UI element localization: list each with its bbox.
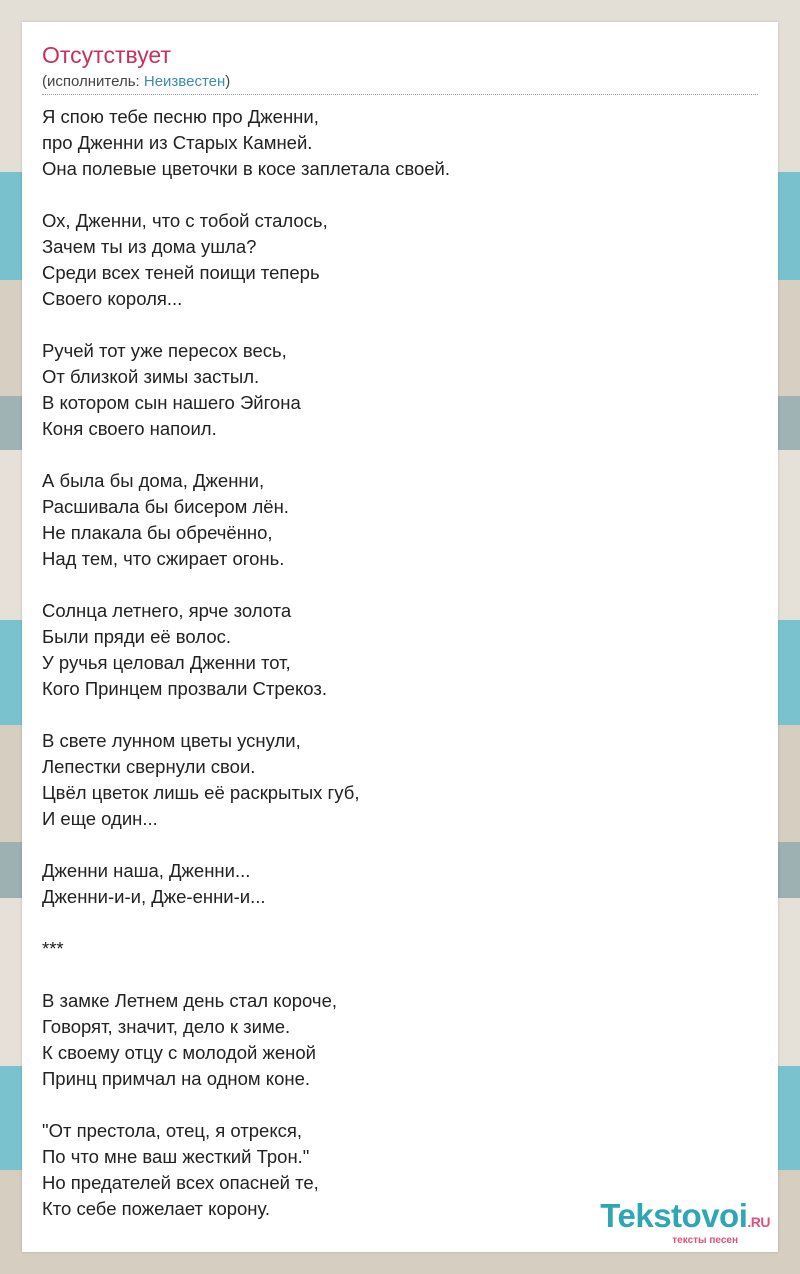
logo-name: Tekstovoi [600, 1197, 748, 1234]
lyrics-line: Не плакала бы обречённо, [42, 522, 273, 543]
lyrics-line: Кого Принцем прозвали Стрекоз. [42, 678, 327, 699]
lyrics-stanza [42, 728, 758, 832]
lyrics-stanza [42, 338, 758, 442]
logo-tagline: тексты песен [672, 1235, 738, 1246]
lyrics-line: Ручей тот уже пересох весь, [42, 340, 287, 361]
lyrics-line: Дженни наша, Дженни... [42, 860, 251, 881]
lyrics-line: Среди всех теней поищи теперь [42, 262, 320, 283]
lyrics-line: Зачем ты из дома ушла? [42, 236, 257, 257]
lyrics-stanza [42, 104, 758, 182]
lyrics-line: Но предателей всех опасней те, [42, 1172, 319, 1193]
lyrics-line: К своему отцу с молодой женой [42, 1042, 316, 1063]
lyrics-line: Над тем, что сжирает огонь. [42, 548, 285, 569]
lyrics-line: В котором сын нашего Эйгона [42, 392, 301, 413]
lyrics-line: По что мне ваш жесткий Трон." [42, 1146, 310, 1167]
lyrics-card [22, 22, 778, 1252]
lyrics-line: про Дженни из Старых Камней. [42, 132, 313, 153]
artist-prefix: (исполнитель: [42, 73, 144, 90]
lyrics-line: Ох, Дженни, что с тобой сталось, [42, 210, 328, 231]
artist-link[interactable]: Неизвестен [143, 73, 226, 90]
lyrics-line: Коня своего напоил. [42, 418, 217, 439]
lyrics-line: Цвёл цветок лишь её раскрытых губ, [42, 782, 360, 803]
lyrics-stanza [42, 936, 758, 962]
artist-suffix: ) [225, 73, 231, 90]
lyrics-line: И еще один... [42, 808, 158, 829]
lyrics-line: Своего короля... [42, 288, 183, 309]
lyrics-body [42, 104, 758, 1248]
lyrics-line: "От престола, отец, я отрекся, [42, 1120, 303, 1141]
lyrics-line: Говорят, значит, дело к зиме. [42, 1016, 291, 1037]
lyrics-line: От близкой зимы застыл. [42, 366, 260, 387]
logo-tld: .RU [747, 1214, 770, 1230]
lyrics-stanza [42, 598, 758, 702]
lyrics-line: Лепестки свернули свои. [42, 756, 256, 777]
lyrics-stanza [42, 468, 758, 572]
lyrics-stanza [42, 208, 758, 312]
artist-line [42, 73, 230, 90]
lyrics-line: У ручья целовал Дженни тот, [42, 652, 291, 673]
lyrics-line: Расшивала бы бисером лён. [42, 496, 289, 517]
lyrics-line: А была бы дома, Дженни, [42, 470, 265, 491]
lyrics-line: *** [42, 938, 64, 959]
lyrics-line: Она полевые цветочки в косе заплетала своей. [42, 158, 451, 179]
title-divider [42, 94, 758, 95]
lyrics-line: В свете лунном цветы уснули, [42, 730, 301, 751]
lyrics-line: Дженни-и-и, Дже-енни-и... [42, 886, 266, 907]
lyrics-line: Я спою тебе песню про Дженни, [42, 106, 319, 127]
lyrics-stanza [42, 988, 758, 1092]
site-logo[interactable] [600, 1199, 770, 1246]
lyrics-line: Были пряди её волос. [42, 626, 231, 647]
lyrics-line: В замке Летнем день стал короче, [42, 990, 337, 1011]
lyrics-line: Кто себе пожелает корону. [42, 1198, 271, 1219]
logo-wordmark [600, 1199, 770, 1239]
lyrics-line: Принц примчал на одном коне. [42, 1068, 311, 1089]
lyrics-stanza [42, 858, 758, 910]
song-title: Отсутствует [42, 42, 171, 68]
lyrics-line: Солнца летнего, ярче золота [42, 600, 292, 621]
